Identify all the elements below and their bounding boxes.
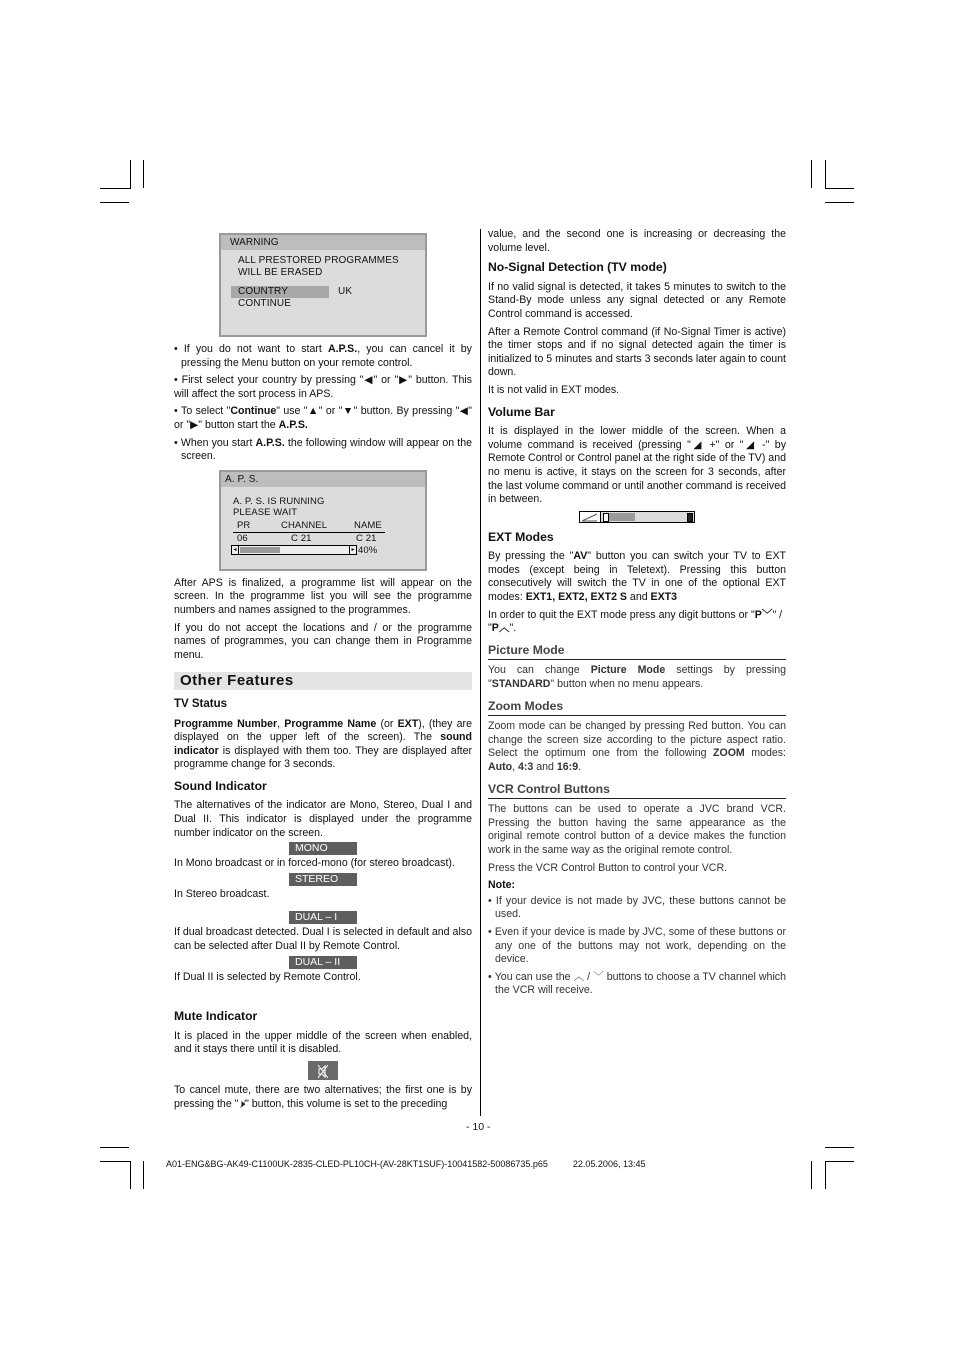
vcr-para-2: Press the VCR Control Button to control your VCR.	[488, 861, 728, 874]
vcr-para-1: The buttons can be used to operate a JVC brand VCR. Pressing the button having the same appearance as the original remote control button of a device makes the function work in the same way as the original remote control.	[488, 803, 786, 856]
bullet-select-continue: • To select "Continue" use "▲" or "▼" button. By pressing "◀" or "▶" button start the A.P.S.	[174, 405, 472, 431]
bullet-cancel-aps: • If you do not want to start A.P.S., you can cancel it by pressing the Menu button on your remote control.	[174, 343, 472, 369]
heading-ext-modes: EXT Modes	[488, 529, 554, 544]
warning-line-2: WILL BE ERASED	[238, 267, 323, 278]
aps-table-header: PR CHANNEL NAME	[233, 520, 385, 533]
mute-indicator-text-1: It is placed in the upper middle of the screen when enabled, and it stays there until it is disabled.	[174, 1029, 472, 1056]
no-signal-para-2: After a Remote Control command (if No-Signal Timer is active) the timer stops and if no signal detected again the timer is initialized to 5 minutes and starts 3 seconds later again to count down.	[488, 325, 786, 379]
indicator-mono: MONO	[289, 842, 357, 855]
after-aps-para-1: After APS is finalized, a programme list will appear on the screen. In the programme list you will see the programme numbers and names assigned to the programmes.	[174, 576, 472, 616]
warning-line-1: ALL PRESTORED PROGRAMMES	[238, 255, 399, 266]
aps-table-row: 06 C 21 C 21	[237, 532, 377, 544]
aps-progress-bar	[231, 544, 378, 556]
volume-level-fill	[609, 513, 635, 521]
heading-volume-bar: Volume Bar	[488, 404, 555, 419]
volume-right-cap-icon	[687, 513, 693, 522]
right-column	[488, 228, 786, 1002]
footer-datetime: 22.05.2006, 13:45	[572, 1159, 646, 1169]
indicator-dual-2: DUAL – II	[289, 956, 357, 969]
heading-sound-indicator: Sound Indicator	[174, 778, 267, 793]
ext-modes-text: By pressing the "AV" button you can switch your TV to EXT modes (except being in Teletext). Pressing this button consecutively will switch the TV in one of the optional EXT modes: EXT1, EXT2, EXT2 S and EXT3	[488, 550, 786, 604]
heading-mute-indicator: Mute Indicator	[174, 1009, 258, 1024]
progress-right-arrow-icon: ▸	[349, 546, 356, 554]
vcr-note-3: • You can use the ︿ / ﹀ buttons to choose a TV channel which the VCR will receive.	[488, 970, 786, 997]
tv-status-text: Programme Number, Programme Name (or EXT), (they are displayed on the upper left of the screen). The sound indicator is displayed with them too. They are displayed after programme change for 3 seconds.	[174, 717, 472, 771]
volume-continuation-text: value, and the second one is increasing or decreasing the volume level.	[488, 228, 786, 254]
aps-running-text: A. P. S. IS RUNNING	[233, 495, 325, 507]
progress-left-arrow-icon: ◂	[232, 546, 239, 554]
bullet-select-country: • First select your country by pressing "◀" or "▶" button. This will affect the sort process in APS.	[174, 374, 472, 400]
vcr-note-2: • Even if your device is made by JVC, some of these buttons or any one of the buttons may not work, depending on the device.	[488, 925, 786, 966]
heading-vcr-control: VCR Control Buttons	[488, 783, 786, 800]
zoom-modes-text: Zoom mode can be changed by pressing Red button. You can change the screen size according to the picture aspect ratio. Select the optimum one from the following ZOOM modes: Auto, 4:3 and 16:9.	[488, 720, 786, 773]
indicator-stereo: STEREO	[289, 873, 357, 886]
progress-percent: 40%	[358, 544, 378, 556]
continue-option[interactable]: CONTINUE	[238, 298, 292, 309]
country-row[interactable]	[221, 286, 425, 298]
aps-wait-text: PLEASE WAIT	[233, 506, 298, 518]
volume-bar-text: It is displayed in the lower middle of the screen. When a volume command is received (pressing "◢ +" or "◢ -" by Remote Control or Control panel at the right side of the TV) and no menu is active, it stays on the screen for 3 seconds, after the last volume command or until another command is received in between.	[488, 425, 786, 506]
mute-icon	[308, 1061, 338, 1080]
volume-ramp-icon	[580, 512, 601, 522]
warning-osd-title: WARNING	[221, 235, 425, 250]
after-aps-para-2: If you do not accept the locations and / or the programme names of programmes, you can change them in Programme menu.	[174, 621, 472, 661]
heading-picture-mode: Picture Mode	[488, 644, 786, 661]
indicator-stereo-desc: In Stereo broadcast.	[174, 887, 270, 900]
sound-indicator-intro: The alternatives of the indicator are Mono, Stereo, Dual I and Dual II. This indicator is displayed under the programme number indicator on the screen.	[174, 799, 472, 839]
column-divider	[480, 229, 481, 1116]
section-title-other-features: Other Features	[174, 672, 472, 690]
vcr-note-1: • If your device is not made by JVC, these buttons cannot be used.	[488, 894, 786, 921]
bullet-start-aps: • When you start A.P.S. the following window will appear on the screen.	[174, 436, 473, 463]
no-signal-para-1: If no valid signal is detected, it takes 5 minutes to switch to the Stand-By mode unless any signal detected or any Remote Control command is accessed.	[488, 280, 786, 320]
mute-indicator-text-2: To cancel mute, there are two alternatives; the first one is by pressing the "🕨̸" button, this volume is set to the preceding	[174, 1084, 472, 1110]
no-signal-para-3: It is not valid in EXT modes.	[488, 383, 620, 396]
aps-osd-title: A. P. S.	[221, 472, 425, 487]
picture-mode-text: You can change Picture Mode settings by pressing "STANDARD" button when no menu appears.	[488, 664, 786, 691]
heading-tv-status: TV Status	[174, 697, 228, 710]
aps-osd	[219, 470, 427, 571]
country-label: COUNTRY	[238, 286, 288, 297]
footer-filename: A01-ENG&BG-AK49-C1100UK-2835-CLED-PL10CH-(AV-28KT1SUF)-10041582-50086735.p65	[166, 1159, 548, 1169]
volume-bar-graphic	[579, 511, 695, 523]
footer-file-info	[166, 1159, 645, 1169]
left-column	[174, 228, 472, 1115]
indicator-dual-2-desc: If Dual II is selected by Remote Control.	[174, 970, 361, 983]
indicator-dual-1: DUAL – I	[289, 911, 357, 924]
indicator-mono-desc: In Mono broadcast or in forced-mono (for stereo broadcast).	[174, 857, 455, 870]
vcr-note-label: Note:	[488, 879, 516, 892]
warning-osd	[219, 233, 427, 337]
ext-quit-text: In order to quit the EXT mode press any digit buttons or "P﹀" / "P︿".	[488, 608, 783, 635]
indicator-dual-1-desc: If dual broadcast detected. Dual I is selected in default and also can be selected after Dual II by Remote Control.	[174, 926, 472, 953]
heading-no-signal: No-Signal Detection (TV mode)	[488, 260, 667, 275]
progress-fill	[240, 547, 280, 553]
country-value: UK	[338, 286, 353, 297]
heading-zoom-modes: Zoom Modes	[488, 700, 786, 717]
page-number: - 10 -	[466, 1121, 491, 1133]
